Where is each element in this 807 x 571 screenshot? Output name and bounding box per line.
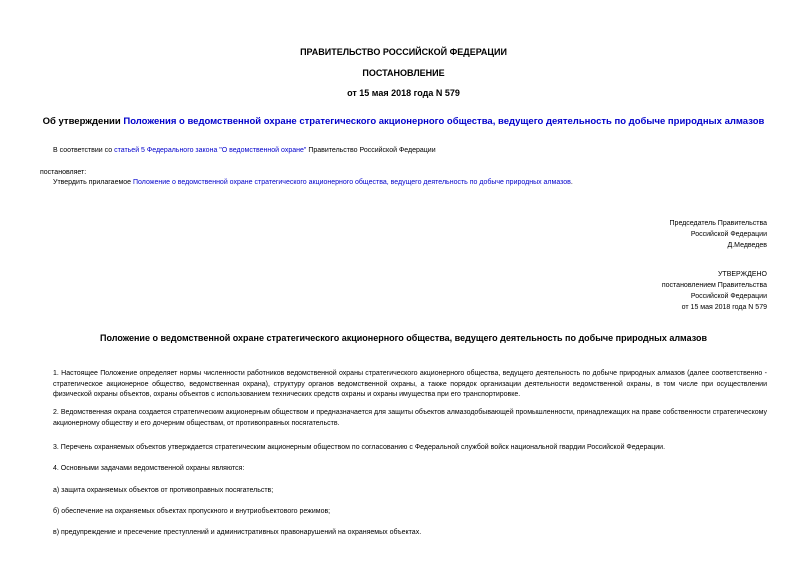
government-heading: ПРАВИТЕЛЬСТВО РОССИЙСКОЙ ФЕДЕРАЦИИ [300, 47, 507, 57]
title-prefix: Об утверждении [42, 116, 124, 127]
preamble [53, 146, 773, 156]
approval-block [662, 269, 767, 313]
document-kind: ПОСТАНОВЛЕНИЕ [362, 68, 445, 78]
approved-label: УТВЕРЖДЕНО [717, 271, 767, 278]
document-title [0, 116, 807, 127]
paragraph-4: 4. Основными задачами ведомственной охраны являются: [53, 465, 245, 472]
paragraph-4c: в) предупреждение и пресечение преступлений и административных правонарушений на охраняемых объектах. [53, 529, 422, 536]
decree-text-start: Утвердить прилагаемое [53, 179, 134, 186]
paragraph-3: 3. Перечень охраняемых объектов утверждается стратегическим акционерным обществом по согласованию с Федеральной службой войск национальной гвардии Российской Федерации. [53, 444, 666, 451]
paragraph-4a: а) защита охраняемых объектов от противоправных посягательств; [53, 487, 274, 494]
preamble-text: В соответствии со [53, 147, 115, 154]
decree-word: постановляет: [40, 169, 87, 176]
paragraph-1: 1. Настоящее Положение определяет нормы численности работников ведомственной охраны стратегического акционерного общества, ведущего деятельность по добыче природных алмазов (далее соответственно - стратегическое акционерное общество, ведомственная охрана), структуру органов ведомственной охраны, а также порядок организации деятельности ведомственной охраны, в том числе при осуществлении физической охраны объектов, охраны объектов с использованием технических средств охраны и охраны имущества при его транспортировке. [53, 370, 767, 398]
signature-position: Председатель Правительства [669, 220, 767, 227]
decree-text [53, 178, 773, 188]
section-title: Положение о ведомственной охране стратегического акционерного общества, ведущего деятельность по добыче природных алмазов [100, 333, 707, 343]
regulation-link[interactable]: Положение о ведомственной охране стратегического акционерного общества, ведущего деятельность по добыче природных алмазов [133, 179, 571, 186]
approved-by: постановлением Правительства [661, 282, 767, 289]
approved-date: от 15 мая 2018 года N 579 [681, 304, 767, 311]
signature-block [670, 218, 767, 251]
signature-name: Д.Медведев [727, 242, 767, 249]
approved-country: Российской Федерации [690, 293, 767, 300]
paragraph-4b: б) обеспечение на охраняемых объектах пропускного и внутриобъектового режимов; [53, 508, 331, 515]
law-article-link[interactable]: статьей 5 Федерального закона "О ведомственной охране" [114, 147, 307, 154]
document-date: от 15 мая 2018 года N 579 [347, 88, 460, 98]
preamble-text-end: Правительство Российской Федерации [306, 147, 436, 154]
paragraph-2: 2. Ведомственная охрана создается стратегическим акционерным обществом и предназначается для защиты объектов алмазодобывающей промышленности, принадлежащих на праве собственности стратегическому акционерному обществу и его дочерним обществам, от противоправных посягательств. [53, 409, 767, 427]
decree-text-end: . [570, 179, 573, 186]
title-link[interactable]: Положения о ведомственной охране стратегического акционерного общества, ведущего деятельность по добыче природных алмазов [123, 116, 765, 127]
signature-country: Российской Федерации [690, 231, 767, 238]
